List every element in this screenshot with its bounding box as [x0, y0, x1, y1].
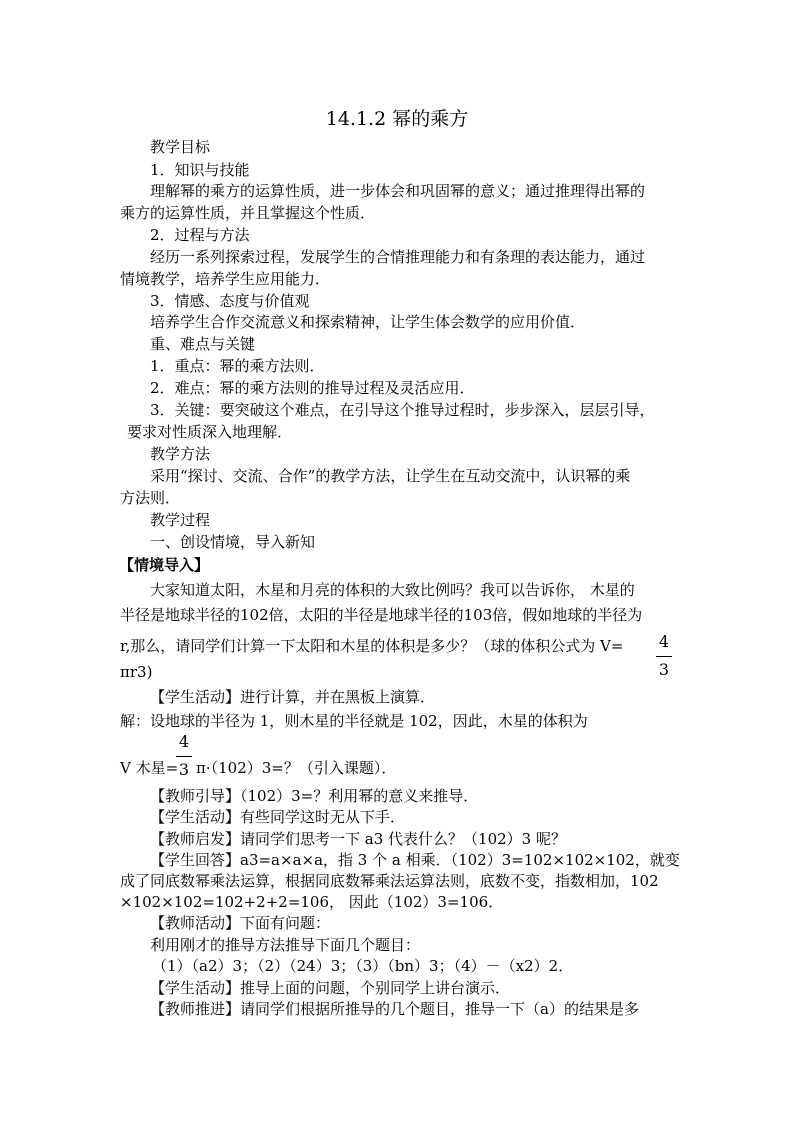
text-line: 3．关键：要突破这个难点，在引导这个推导过程时，步步深入，层层引导， — [150, 401, 655, 419]
text-line: 教学目标 — [150, 138, 211, 156]
text-line: 【教师启发】请同学们思考一下 a3 代表什么？（102）3 呢？ — [150, 830, 566, 848]
text-line: 【学生活动】进行计算，并在黑板上演算． — [150, 688, 436, 706]
text-line: 重、难点与关键 — [150, 335, 256, 353]
text-line: V 木星= — [120, 759, 179, 777]
text-line: 一、创设情境，导入新知 — [150, 533, 316, 551]
text-line: 情境教学，培养学生应用能力． — [120, 270, 331, 288]
text-line: π·（102）3=？（引入课题）． — [196, 759, 397, 777]
text-line: 利用刚才的推导方法推导下面几个题目： — [150, 936, 421, 954]
text-line: 2．过程与方法 — [150, 226, 250, 244]
fraction-bar — [656, 656, 672, 657]
text-line: 半径是地球半径的102倍，太阳的半径是地球半径的103倍，假如地球的半径为 — [120, 606, 643, 624]
text-line: 【教师活动】下面有问题： — [150, 914, 331, 932]
text-line: 经历一系列探索过程，发展学生的合情推理能力和有条理的表达能力，通过 — [150, 248, 646, 266]
text-line: 要求对性质深入地理解． — [127, 423, 293, 441]
text-line: （1）（a2）3；（2）（24）3；（3）（bn）3；（4）－（x2）2． — [152, 957, 574, 975]
text-line: 教学方法 — [150, 445, 211, 463]
text-line: r,那么，请同学们计算一下太阳和木星的体积是多少？（球的体积公式为 V= — [120, 637, 624, 655]
text-line: 1．知识与技能 — [150, 161, 250, 179]
fraction-denominator: 3 — [658, 660, 670, 679]
fraction-numerator: 4 — [658, 632, 670, 651]
section-label: 【情境导入】 — [119, 556, 210, 574]
text-line: 培养学生合作交流意义和探索精神，让学生体会数学的应用价值． — [150, 313, 586, 331]
page-title: 14.1.2 幂的乘方 — [325, 108, 469, 130]
fraction-numerator: 4 — [178, 732, 190, 751]
text-line: 大家知道太阳，木星和月亮的体积的大致比例吗？我可以告诉你， 木星的 — [150, 581, 635, 599]
text-line: πr3) — [120, 663, 153, 681]
text-line: 采用“探讨、交流、合作”的教学方法，让学生在互动交流中，认识幂的乘 — [150, 467, 631, 485]
fraction-four-thirds — [656, 633, 672, 679]
text-line: 2．难点：幂的乘方法则的推导过程及灵活应用． — [150, 379, 475, 397]
fraction-denominator: 3 — [178, 760, 190, 779]
text-line: 【教师引导】（102）3=？利用幂的意义来推导． — [150, 787, 479, 805]
fraction-four-thirds — [176, 733, 192, 779]
fraction-bar — [176, 756, 192, 757]
text-line: 【教师推进】请同学们根据所推导的几个题目，推导一下（a）的结果是多 — [150, 1000, 639, 1018]
text-line: 1．重点：幂的乘方法则． — [150, 357, 325, 375]
text-line: 乘方的运算性质，并且掌握这个性质． — [120, 204, 376, 222]
text-line: 方法则． — [120, 489, 181, 507]
text-line: 【学生活动】推导上面的问题，个别同学上讲台演示． — [150, 979, 511, 997]
text-line: 3．情感、态度与价值观 — [150, 292, 310, 310]
text-line: 解：设地球的半径为 1，则木星的半径就是 102，因此，木星的体积为 — [120, 712, 588, 730]
text-line: 成了同底数幂乘法运算，根据同底数幂乘法运算法则，底数不变，指数相加，102 — [120, 872, 659, 890]
text-line: 教学过程 — [150, 511, 211, 529]
text-line: ×102×102=102+2+2=106， 因此（102）3=106． — [120, 893, 504, 911]
text-line: 理解幂的乘方的运算性质，进一步体会和巩固幂的意义；通过推理得出幂的 — [150, 182, 646, 200]
text-line: 【学生回答】a3=a×a×a，指 3 个 a 相乘．（102）3=102×102×102，就变 — [150, 851, 680, 869]
text-line: 【学生活动】有些同学这时无从下手． — [150, 808, 406, 826]
